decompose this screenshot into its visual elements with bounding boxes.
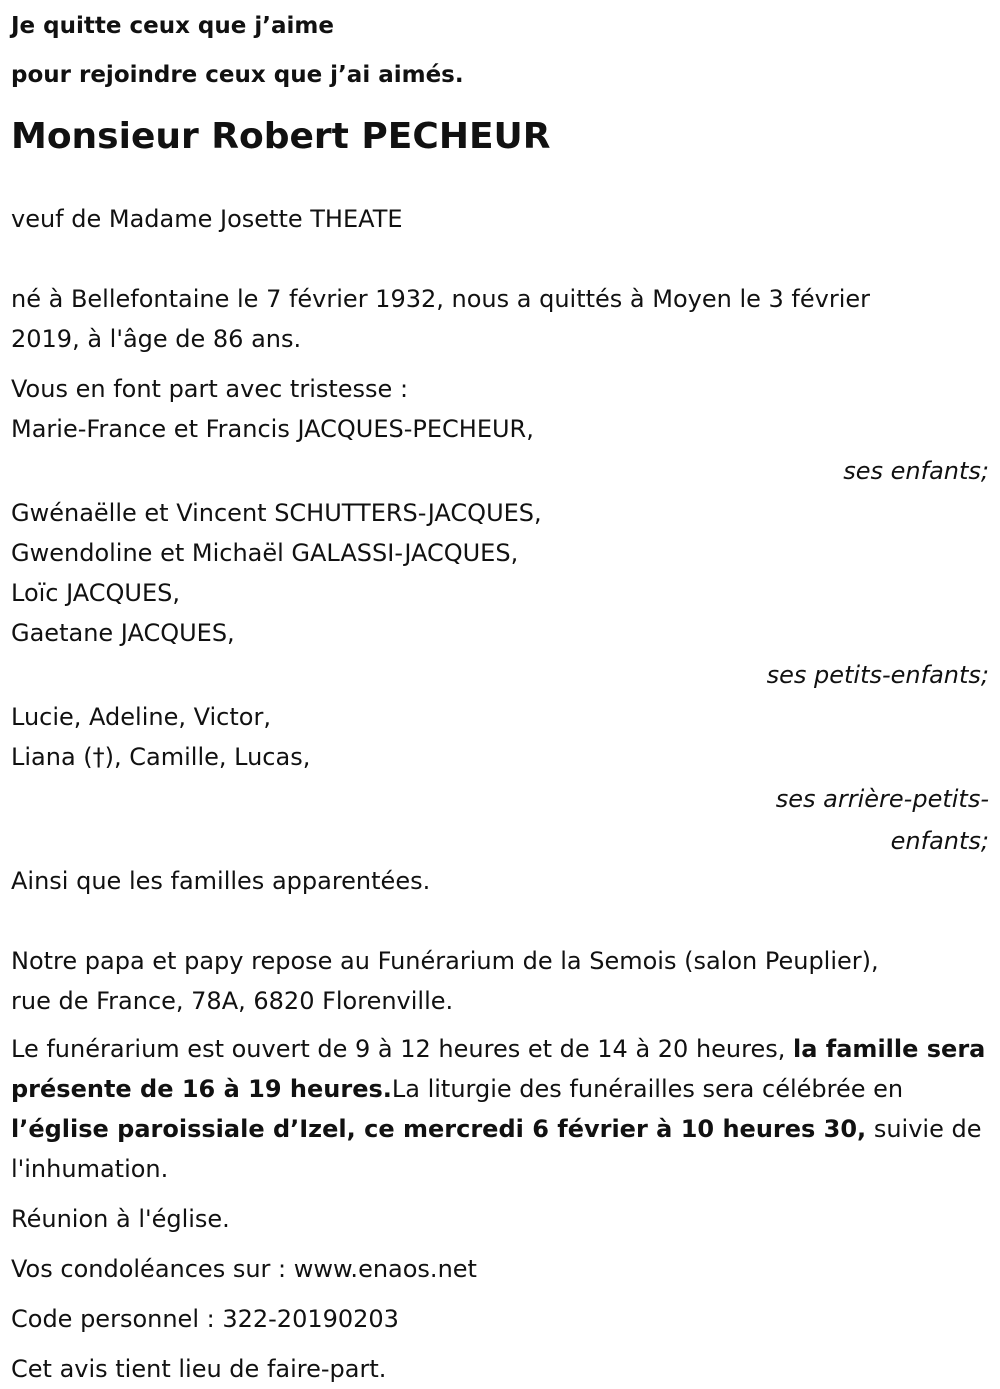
rest-place — [11, 941, 990, 1021]
rest-place-line-2: rue de France, 78A, 6820 Florenville. — [11, 987, 454, 1015]
condolences-line: Vos condoléances sur : www.enaos.net — [11, 1255, 477, 1283]
grandchildren-relation: ses petits-enfants; — [766, 661, 989, 689]
burial-text: suivie de l'inhumation. — [11, 1115, 982, 1183]
related-families: Ainsi que les familles apparentées. — [11, 867, 431, 895]
announcement-intro: Vous en font part avec tristesse : — [11, 375, 409, 403]
birth-death-line-1: né à Bellefontaine le 7 février 1932, nous a quittés à Moyen le 3 février — [11, 285, 871, 313]
epigraph-line-1: Je quitte ceux que j’aime — [11, 13, 334, 39]
opening-hours-text: Le funérarium est ouvert de 9 à 12 heures et de 14 à 20 heures, — [11, 1035, 794, 1063]
great-grandchildren-block — [11, 697, 990, 861]
epigraph — [11, 2, 990, 100]
great-grandchild-name: Lucie, Adeline, Victor, — [11, 703, 271, 731]
personal-code: Code personnel : 322-20190203 — [11, 1305, 399, 1333]
birth-death — [11, 279, 990, 359]
children-block — [11, 409, 990, 493]
grandchild-name: Gwénaëlle et Vincent SCHUTTERS-JACQUES, — [11, 499, 542, 527]
family-presence-text: la famille sera présente de 16 à 19 heures. — [11, 1035, 986, 1103]
notice-line: Cet avis tient lieu de faire-part. — [11, 1355, 387, 1383]
grandchildren-block — [11, 493, 990, 697]
children-relation: ses enfants; — [843, 457, 989, 485]
birth-death-line-2: 2019, à l'âge de 86 ans. — [11, 325, 302, 353]
great-grandchildren-relation-line-2: enfants; — [890, 827, 989, 855]
rest-place-line-1: Notre papa et papy repose au Funérarium de la Semois (salon Peuplier), — [11, 947, 879, 975]
meeting-place: Réunion à l'église. — [11, 1205, 230, 1233]
children-name: Marie-France et Francis JACQUES-PECHEUR, — [11, 415, 534, 443]
great-grandchildren-relation-line-1: ses arrière-petits- — [775, 785, 989, 813]
church-date-text: l’église paroissiale d’Izel, ce mercredi 6 février à 10 heures 30, — [11, 1115, 867, 1143]
funeral-details — [11, 1029, 990, 1189]
grandchild-name: Gwendoline et Michaël GALASSI-JACQUES, — [11, 539, 519, 567]
deceased-name: Monsieur Robert PECHEUR — [11, 116, 551, 157]
widower-of: veuf de Madame Josette THEATE — [11, 205, 403, 233]
grandchild-name: Gaetane JACQUES, — [11, 619, 235, 647]
obituary-page — [0, 2, 1000, 1383]
great-grandchild-name: Liana (†), Camille, Lucas, — [11, 743, 311, 771]
liturgy-text: La liturgie des funérailles sera célébrée en — [391, 1075, 904, 1103]
grandchild-name: Loïc JACQUES, — [11, 579, 181, 607]
epigraph-line-2: pour rejoindre ceux que j’ai aimés. — [11, 62, 464, 88]
